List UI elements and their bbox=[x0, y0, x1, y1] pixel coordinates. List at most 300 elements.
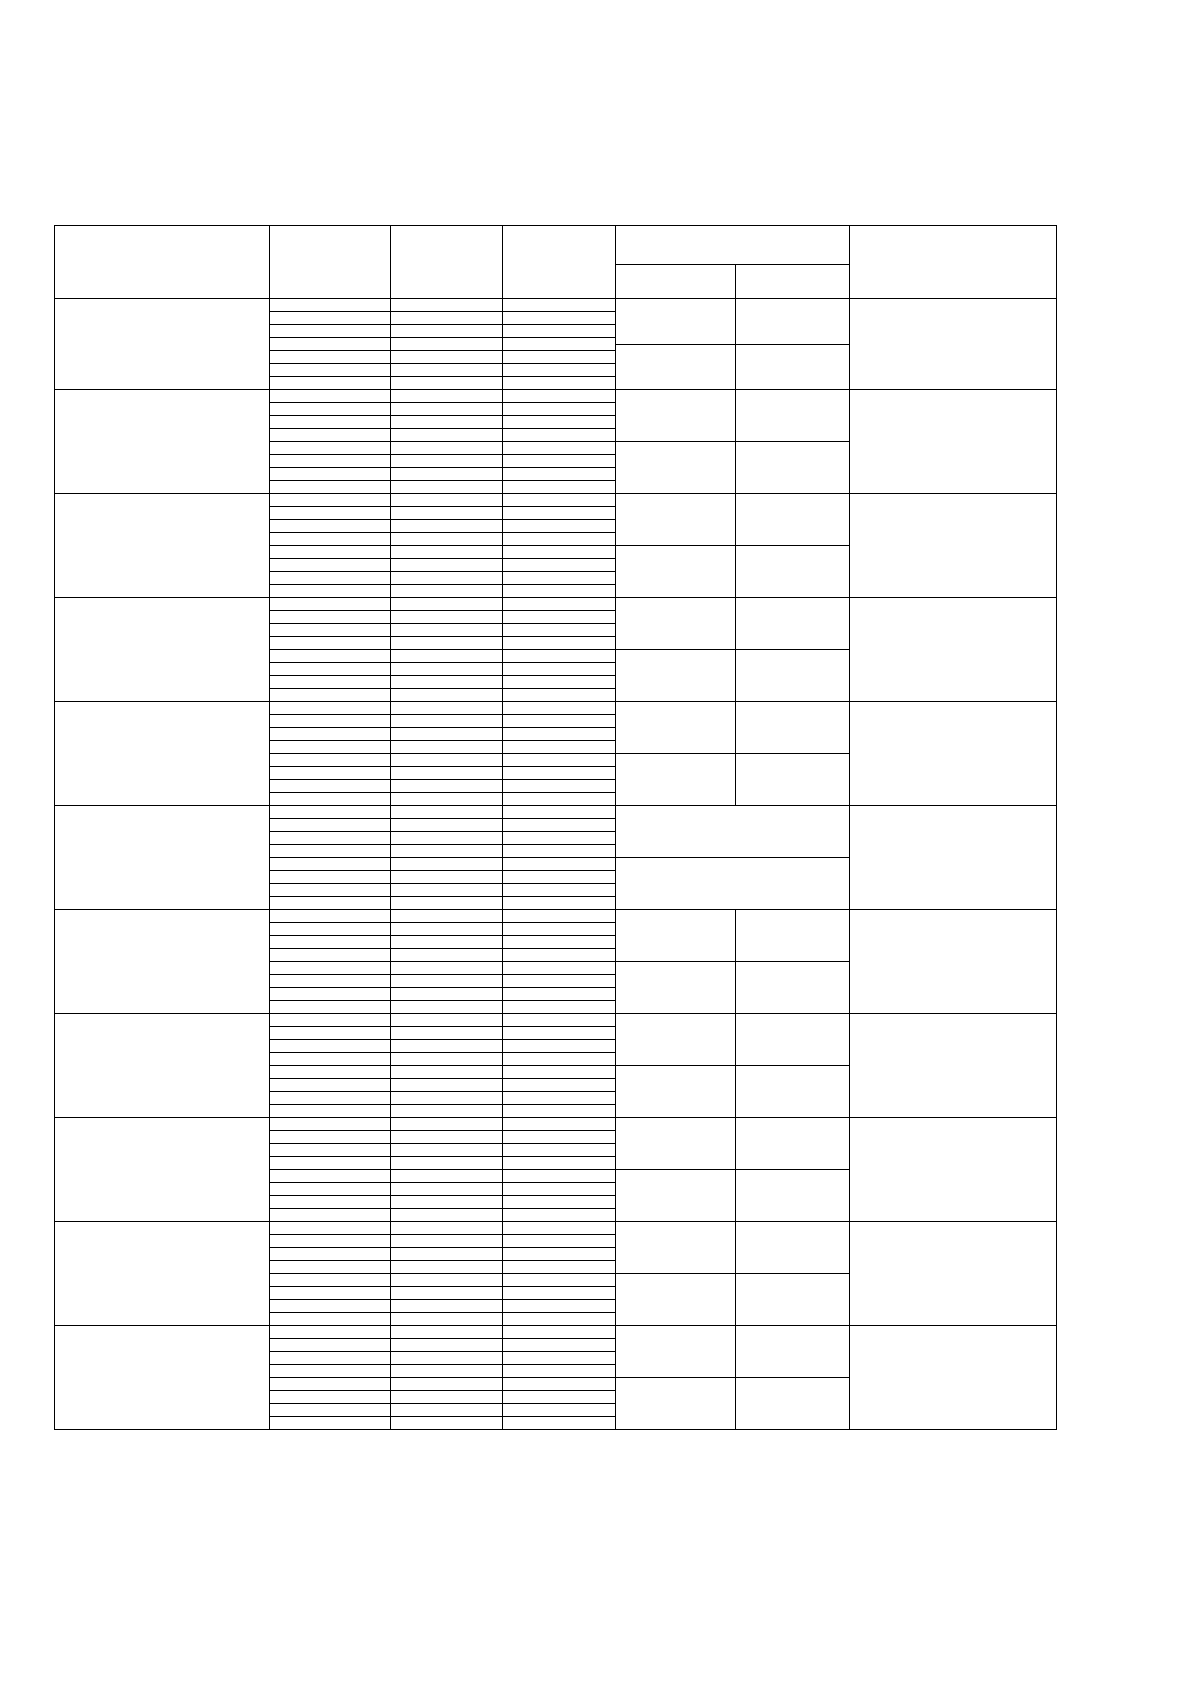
subline-cell bbox=[270, 832, 390, 845]
subline-cell bbox=[270, 481, 390, 493]
subline-cell bbox=[270, 416, 390, 429]
group-value-c bbox=[616, 650, 736, 702]
subline-cell bbox=[503, 494, 615, 507]
subline-cell bbox=[503, 676, 615, 689]
table-body bbox=[55, 226, 1057, 1430]
subline-cell bbox=[391, 1053, 502, 1066]
subline-cell bbox=[270, 559, 390, 572]
group-value-b bbox=[736, 702, 850, 754]
subline-cell bbox=[503, 520, 615, 533]
group-sublines-col2 bbox=[391, 806, 503, 910]
subline-cell bbox=[391, 1209, 502, 1221]
subline-cell bbox=[391, 1417, 502, 1429]
subline-cell bbox=[270, 975, 390, 988]
subline-cell bbox=[270, 325, 390, 338]
group-value-c bbox=[616, 1170, 736, 1222]
table-group-row bbox=[55, 494, 1057, 546]
subline-cell bbox=[391, 728, 502, 741]
subline-cell bbox=[503, 1417, 615, 1429]
subline-cell bbox=[391, 871, 502, 884]
subline-cell bbox=[391, 1391, 502, 1404]
subline-cell bbox=[503, 585, 615, 597]
subline-cell bbox=[391, 598, 502, 611]
subline-cell bbox=[391, 780, 502, 793]
subline-cell bbox=[391, 1287, 502, 1300]
subline-cell bbox=[503, 1326, 615, 1339]
subline-cell bbox=[270, 1209, 390, 1221]
subline-cell bbox=[391, 312, 502, 325]
group-value-d bbox=[736, 1378, 850, 1430]
subline-cell bbox=[391, 1339, 502, 1352]
subline-cell bbox=[391, 338, 502, 351]
subline-cell bbox=[391, 1066, 502, 1079]
subline-cell bbox=[503, 1105, 615, 1117]
subline-cell bbox=[391, 741, 502, 754]
table-group-row bbox=[55, 1014, 1057, 1066]
subline-cell bbox=[391, 403, 502, 416]
subline-cell bbox=[503, 793, 615, 805]
group-value-d bbox=[736, 1274, 850, 1326]
subline-cell bbox=[391, 1365, 502, 1378]
subline-cell bbox=[503, 1001, 615, 1013]
subline-cell bbox=[270, 1196, 390, 1209]
subline-cell bbox=[503, 1222, 615, 1235]
subline-cell bbox=[391, 975, 502, 988]
subline-cell bbox=[503, 325, 615, 338]
subline-cell bbox=[391, 962, 502, 975]
subline-cell bbox=[391, 845, 502, 858]
subline-cell bbox=[270, 611, 390, 624]
subline-cell bbox=[391, 1326, 502, 1339]
subline-cell bbox=[503, 377, 615, 389]
subline-cell bbox=[391, 689, 502, 701]
subline-cell bbox=[391, 572, 502, 585]
subline-cell bbox=[270, 1001, 390, 1013]
subline-cell bbox=[270, 546, 390, 559]
subline-cell bbox=[270, 507, 390, 520]
subline-cell bbox=[391, 455, 502, 468]
subline-cell bbox=[391, 624, 502, 637]
subline-cell bbox=[270, 793, 390, 805]
group-sublines-col2 bbox=[391, 1118, 503, 1222]
subline-cell bbox=[270, 1053, 390, 1066]
subline-cell bbox=[503, 468, 615, 481]
subline-cell bbox=[503, 728, 615, 741]
subline-cell bbox=[503, 1365, 615, 1378]
subline-cell bbox=[270, 663, 390, 676]
subline-cell bbox=[503, 780, 615, 793]
subline-cell bbox=[270, 819, 390, 832]
table-group-row bbox=[55, 598, 1057, 650]
subline-cell bbox=[503, 403, 615, 416]
subline-cell bbox=[503, 1092, 615, 1105]
subline-cell bbox=[270, 988, 390, 1001]
group-name-cell bbox=[55, 1118, 270, 1222]
subline-cell bbox=[503, 416, 615, 429]
subline-cell bbox=[270, 1326, 390, 1339]
subline-cell bbox=[391, 1118, 502, 1131]
subline-cell bbox=[391, 468, 502, 481]
group-sublines-col1 bbox=[270, 299, 391, 390]
group-name-cell bbox=[55, 806, 270, 910]
group-sublines-col3 bbox=[503, 702, 616, 806]
header-cell-col5 bbox=[736, 265, 850, 299]
subline-cell bbox=[503, 442, 615, 455]
subline-cell bbox=[391, 1248, 502, 1261]
group-sublines-col1 bbox=[270, 1222, 391, 1326]
subline-cell bbox=[503, 533, 615, 546]
subline-cell bbox=[391, 637, 502, 650]
subline-cell bbox=[270, 390, 390, 403]
subline-cell bbox=[391, 988, 502, 1001]
group-value-a bbox=[616, 910, 736, 962]
subline-cell bbox=[503, 299, 615, 312]
group-value-b bbox=[736, 910, 850, 962]
subline-cell bbox=[503, 650, 615, 663]
subline-cell bbox=[270, 949, 390, 962]
subline-cell bbox=[270, 468, 390, 481]
subline-cell bbox=[391, 702, 502, 715]
subline-cell bbox=[391, 663, 502, 676]
table-header-row-1 bbox=[55, 226, 1057, 265]
subline-cell bbox=[503, 390, 615, 403]
group-value-a bbox=[616, 1014, 736, 1066]
subline-cell bbox=[270, 351, 390, 364]
subline-cell bbox=[503, 507, 615, 520]
subline-cell bbox=[270, 1274, 390, 1287]
data-table-container bbox=[54, 225, 1056, 1430]
subline-cell bbox=[270, 1170, 390, 1183]
group-sublines-col1 bbox=[270, 1326, 391, 1430]
subline-cell bbox=[270, 741, 390, 754]
group-sublines-col1 bbox=[270, 702, 391, 806]
subline-cell bbox=[503, 364, 615, 377]
group-value-d bbox=[736, 546, 850, 598]
subline-cell bbox=[270, 312, 390, 325]
subline-cell bbox=[503, 845, 615, 858]
subline-cell bbox=[391, 559, 502, 572]
subline-cell bbox=[391, 897, 502, 909]
subline-cell bbox=[503, 1170, 615, 1183]
group-value-d bbox=[736, 442, 850, 494]
subline-cell bbox=[391, 325, 502, 338]
group-sublines-col3 bbox=[503, 1222, 616, 1326]
subline-cell bbox=[503, 1339, 615, 1352]
subline-cell bbox=[270, 429, 390, 442]
header-cell-merged-group bbox=[616, 226, 850, 265]
subline-cell bbox=[503, 988, 615, 1001]
group-value-merged-top bbox=[616, 806, 850, 858]
subline-cell bbox=[503, 715, 615, 728]
subline-cell bbox=[391, 910, 502, 923]
subline-cell bbox=[391, 1014, 502, 1027]
subline-cell bbox=[503, 702, 615, 715]
subline-cell bbox=[503, 481, 615, 493]
subline-cell bbox=[391, 1144, 502, 1157]
subline-cell bbox=[503, 1118, 615, 1131]
subline-cell bbox=[391, 416, 502, 429]
subline-cell bbox=[503, 1352, 615, 1365]
group-value-b bbox=[736, 1118, 850, 1170]
header-cell-col1 bbox=[270, 226, 391, 299]
subline-cell bbox=[270, 1079, 390, 1092]
subline-cell bbox=[391, 1170, 502, 1183]
subline-cell bbox=[270, 1404, 390, 1417]
subline-cell bbox=[391, 494, 502, 507]
group-sublines-col3 bbox=[503, 598, 616, 702]
group-value-c bbox=[616, 546, 736, 598]
subline-cell bbox=[270, 806, 390, 819]
group-value-b bbox=[736, 299, 850, 345]
group-sublines-col1 bbox=[270, 806, 391, 910]
subline-cell bbox=[270, 1300, 390, 1313]
subline-cell bbox=[503, 897, 615, 909]
subline-cell bbox=[270, 702, 390, 715]
group-value-b bbox=[736, 1326, 850, 1378]
subline-cell bbox=[503, 1391, 615, 1404]
group-value-a bbox=[616, 598, 736, 650]
subline-cell bbox=[270, 715, 390, 728]
subline-cell bbox=[503, 689, 615, 701]
subline-cell bbox=[270, 1261, 390, 1274]
group-notes-cell bbox=[850, 390, 1057, 494]
table-group-row bbox=[55, 390, 1057, 442]
group-value-b bbox=[736, 1014, 850, 1066]
subline-cell bbox=[503, 975, 615, 988]
subline-cell bbox=[503, 1027, 615, 1040]
table-group-row bbox=[55, 299, 1057, 345]
subline-cell bbox=[270, 1014, 390, 1027]
subline-cell bbox=[270, 338, 390, 351]
subline-cell bbox=[270, 936, 390, 949]
group-name-cell bbox=[55, 1326, 270, 1430]
subline-cell bbox=[391, 806, 502, 819]
subline-cell bbox=[503, 338, 615, 351]
subline-cell bbox=[270, 1235, 390, 1248]
subline-cell bbox=[391, 1404, 502, 1417]
subline-cell bbox=[503, 611, 615, 624]
subline-cell bbox=[503, 1235, 615, 1248]
group-notes-cell bbox=[850, 299, 1057, 390]
subline-cell bbox=[270, 923, 390, 936]
subline-cell bbox=[503, 1404, 615, 1417]
group-notes-cell bbox=[850, 910, 1057, 1014]
group-sublines-col1 bbox=[270, 390, 391, 494]
subline-cell bbox=[270, 624, 390, 637]
group-sublines-col3 bbox=[503, 299, 616, 390]
subline-cell bbox=[270, 910, 390, 923]
group-sublines-col2 bbox=[391, 1326, 503, 1430]
subline-cell bbox=[391, 507, 502, 520]
subline-cell bbox=[270, 1352, 390, 1365]
subline-cell bbox=[503, 871, 615, 884]
group-sublines-col3 bbox=[503, 390, 616, 494]
subline-cell bbox=[270, 494, 390, 507]
subline-cell bbox=[391, 1261, 502, 1274]
subline-cell bbox=[391, 949, 502, 962]
subline-cell bbox=[391, 377, 502, 389]
subline-cell bbox=[391, 1183, 502, 1196]
subline-cell bbox=[503, 1209, 615, 1221]
group-name-cell bbox=[55, 299, 270, 390]
subline-cell bbox=[391, 299, 502, 312]
subline-cell bbox=[270, 572, 390, 585]
subline-cell bbox=[391, 390, 502, 403]
table-group-row bbox=[55, 702, 1057, 754]
subline-cell bbox=[391, 1131, 502, 1144]
subline-cell bbox=[270, 442, 390, 455]
subline-cell bbox=[270, 1157, 390, 1170]
subline-cell bbox=[270, 676, 390, 689]
subline-cell bbox=[270, 1105, 390, 1117]
subline-cell bbox=[503, 312, 615, 325]
group-notes-cell bbox=[850, 598, 1057, 702]
subline-cell bbox=[503, 936, 615, 949]
subline-cell bbox=[270, 767, 390, 780]
subline-cell bbox=[503, 962, 615, 975]
group-notes-cell bbox=[850, 1118, 1057, 1222]
subline-cell bbox=[391, 1300, 502, 1313]
group-sublines-col1 bbox=[270, 598, 391, 702]
group-name-cell bbox=[55, 390, 270, 494]
subline-cell bbox=[503, 1053, 615, 1066]
subline-cell bbox=[270, 845, 390, 858]
group-name-cell bbox=[55, 598, 270, 702]
subline-cell bbox=[503, 1378, 615, 1391]
subline-cell bbox=[270, 754, 390, 767]
group-sublines-col3 bbox=[503, 494, 616, 598]
subline-cell bbox=[270, 1222, 390, 1235]
group-value-d bbox=[736, 1066, 850, 1118]
group-value-d bbox=[736, 344, 850, 390]
subline-cell bbox=[503, 1079, 615, 1092]
subline-cell bbox=[391, 611, 502, 624]
group-value-d bbox=[736, 754, 850, 806]
subline-cell bbox=[503, 806, 615, 819]
subline-cell bbox=[503, 1300, 615, 1313]
subline-cell bbox=[391, 546, 502, 559]
subline-cell bbox=[270, 650, 390, 663]
subline-cell bbox=[391, 676, 502, 689]
subline-cell bbox=[270, 780, 390, 793]
subline-cell bbox=[270, 1144, 390, 1157]
data-table bbox=[54, 225, 1057, 1430]
subline-cell bbox=[503, 1014, 615, 1027]
table-group-row bbox=[55, 806, 1057, 858]
subline-cell bbox=[270, 1287, 390, 1300]
subline-cell bbox=[270, 364, 390, 377]
group-sublines-col1 bbox=[270, 494, 391, 598]
group-value-b bbox=[736, 494, 850, 546]
group-value-b bbox=[736, 1222, 850, 1274]
subline-cell bbox=[270, 1417, 390, 1429]
subline-cell bbox=[270, 520, 390, 533]
subline-cell bbox=[391, 650, 502, 663]
subline-cell bbox=[503, 949, 615, 962]
group-sublines-col2 bbox=[391, 494, 503, 598]
group-sublines-col2 bbox=[391, 702, 503, 806]
subline-cell bbox=[391, 767, 502, 780]
header-cell-col4 bbox=[616, 265, 736, 299]
subline-cell bbox=[270, 585, 390, 597]
group-notes-cell bbox=[850, 494, 1057, 598]
group-value-d bbox=[736, 962, 850, 1014]
subline-cell bbox=[270, 1131, 390, 1144]
subline-cell bbox=[270, 377, 390, 389]
subline-cell bbox=[391, 1235, 502, 1248]
subline-cell bbox=[503, 455, 615, 468]
subline-cell bbox=[391, 832, 502, 845]
subline-cell bbox=[503, 767, 615, 780]
group-value-a bbox=[616, 1222, 736, 1274]
subline-cell bbox=[503, 1183, 615, 1196]
subline-cell bbox=[270, 455, 390, 468]
subline-cell bbox=[391, 1196, 502, 1209]
table-group-row bbox=[55, 1118, 1057, 1170]
group-name-cell bbox=[55, 1014, 270, 1118]
subline-cell bbox=[391, 1274, 502, 1287]
subline-cell bbox=[391, 1105, 502, 1117]
group-name-cell bbox=[55, 910, 270, 1014]
subline-cell bbox=[503, 624, 615, 637]
group-value-c bbox=[616, 1274, 736, 1326]
subline-cell bbox=[270, 858, 390, 871]
group-notes-cell bbox=[850, 1014, 1057, 1118]
subline-cell bbox=[270, 1027, 390, 1040]
subline-cell bbox=[270, 1378, 390, 1391]
group-sublines-col1 bbox=[270, 1118, 391, 1222]
subline-cell bbox=[503, 637, 615, 650]
subline-cell bbox=[270, 962, 390, 975]
subline-cell bbox=[503, 572, 615, 585]
subline-cell bbox=[270, 728, 390, 741]
subline-cell bbox=[270, 1118, 390, 1131]
header-cell-col6 bbox=[850, 226, 1057, 299]
group-value-a bbox=[616, 390, 736, 442]
group-value-a bbox=[616, 1326, 736, 1378]
subline-cell bbox=[503, 598, 615, 611]
subline-cell bbox=[503, 1274, 615, 1287]
subline-cell bbox=[391, 442, 502, 455]
group-value-a bbox=[616, 299, 736, 345]
subline-cell bbox=[503, 884, 615, 897]
subline-cell bbox=[270, 1248, 390, 1261]
subline-cell bbox=[391, 429, 502, 442]
subline-cell bbox=[391, 884, 502, 897]
group-value-c bbox=[616, 962, 736, 1014]
subline-cell bbox=[391, 520, 502, 533]
group-value-c bbox=[616, 754, 736, 806]
subline-cell bbox=[270, 1339, 390, 1352]
subline-cell bbox=[270, 897, 390, 909]
subline-cell bbox=[270, 1313, 390, 1325]
group-value-b bbox=[736, 390, 850, 442]
subline-cell bbox=[391, 936, 502, 949]
subline-cell bbox=[391, 1352, 502, 1365]
subline-cell bbox=[503, 819, 615, 832]
group-value-b bbox=[736, 598, 850, 650]
subline-cell bbox=[391, 858, 502, 871]
group-value-a bbox=[616, 494, 736, 546]
subline-cell bbox=[391, 715, 502, 728]
subline-cell bbox=[503, 1287, 615, 1300]
group-name-cell bbox=[55, 702, 270, 806]
subline-cell bbox=[270, 1066, 390, 1079]
header-cell-col2 bbox=[391, 226, 503, 299]
subline-cell bbox=[391, 1313, 502, 1325]
group-sublines-col2 bbox=[391, 390, 503, 494]
subline-cell bbox=[503, 1248, 615, 1261]
